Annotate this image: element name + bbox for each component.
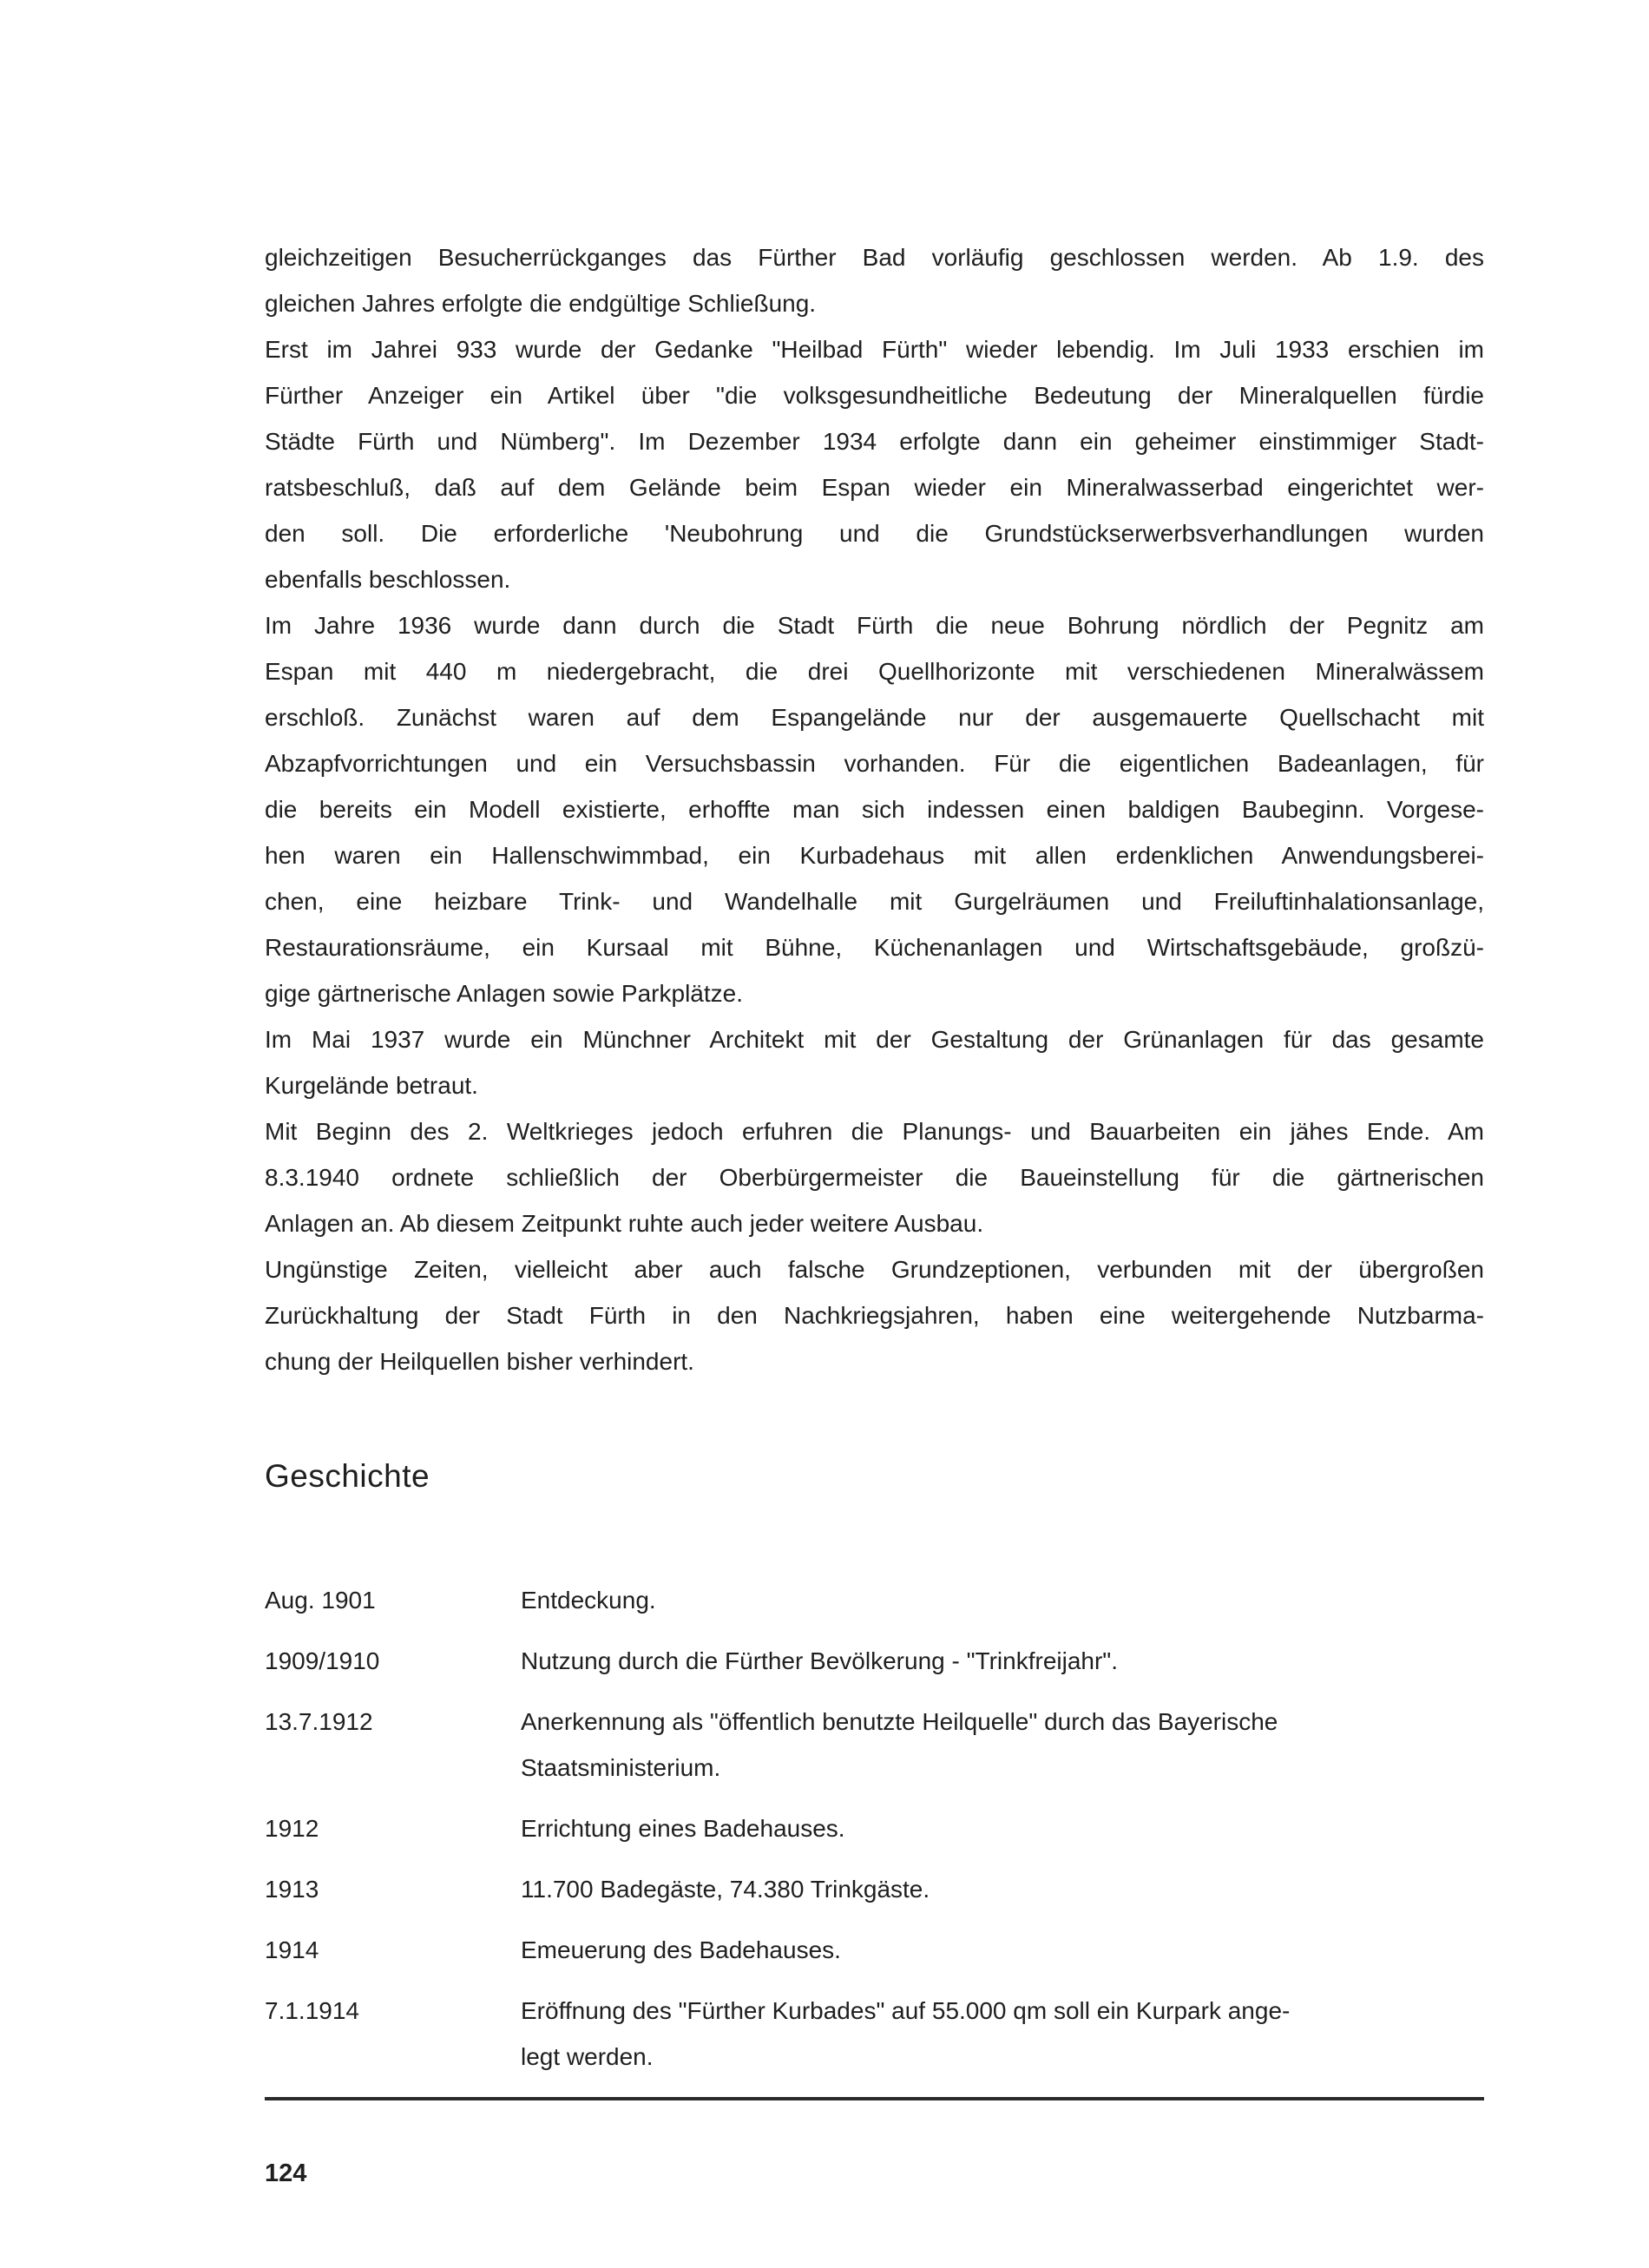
text-line: Im Jahre 1936 wurde dann durch die Stadt Fürth die neue Bohrung nördlich der Pegnitz am bbox=[265, 612, 1484, 639]
text-line: Restaurationsräume, ein Kursaal mit Bühne, Küchenanlagen und Wirtschaftsgebäude, großzü- bbox=[265, 934, 1484, 961]
paragraph bbox=[265, 326, 1484, 602]
timeline-row bbox=[265, 1988, 1484, 2080]
text-line: Errichtung eines Badehauses. bbox=[521, 1815, 845, 1842]
text-line: legt werden. bbox=[521, 2043, 654, 2070]
text-line: Eröffnung des "Fürther Kurbades" auf 55.000 qm soll ein Kurpark ange- bbox=[521, 1997, 1291, 2024]
text-line: erschloß. Zunächst waren auf dem Espangelände nur der ausgemauerte Quellschacht mit bbox=[265, 704, 1484, 731]
paragraph bbox=[265, 1108, 1484, 1246]
body-text bbox=[265, 234, 1484, 1384]
text-line: Zurückhaltung der Stadt Fürth in den Nachkriegsjahren, haben eine weitergehende Nutzbarma- bbox=[265, 1302, 1484, 1329]
text-line: ratsbeschluß, daß auf dem Gelände beim Espan wieder ein Mineralwasserbad eingerichtet wer- bbox=[265, 474, 1484, 501]
text-line: Erst im Jahrei 933 wurde der Gedanke "Heilbad Fürth" wieder lebendig. Im Juli 1933 erschien im bbox=[265, 336, 1484, 363]
text-line: Anlagen an. Ab diesem Zeitpunkt ruhte auch jeder weitere Ausbau. bbox=[265, 1210, 984, 1237]
timeline-date: 7.1.1914 bbox=[265, 1997, 359, 2024]
text-line: Espan mit 440 m niedergebracht, die drei Quellhorizonte mit verschiedenen Mineralwässem bbox=[265, 658, 1484, 685]
paragraph bbox=[265, 234, 1484, 326]
paragraph bbox=[265, 1016, 1484, 1108]
timeline-description bbox=[521, 1699, 1484, 1791]
text-line: Kurgelände betraut. bbox=[265, 1072, 478, 1099]
text-line: ebenfalls beschlossen. bbox=[265, 566, 511, 593]
text-line: gleichzeitigen Besucherrückganges das Fürther Bad vorläufig geschlossen werden. Ab 1.9. des bbox=[265, 244, 1484, 271]
timeline-description bbox=[521, 1927, 1484, 1973]
timeline-description bbox=[521, 1805, 1484, 1851]
timeline-date: 1912 bbox=[265, 1815, 319, 1842]
page-content bbox=[265, 234, 1484, 2188]
text-line: Staatsministerium. bbox=[521, 1754, 721, 1781]
timeline-row bbox=[265, 1577, 1484, 1623]
timeline-date: 1909/1910 bbox=[265, 1647, 380, 1674]
text-line: Städte Fürth und Nümberg". Im Dezember 1934 erfolgte dann ein geheimer einstimmiger Stadt- bbox=[265, 428, 1484, 455]
text-line: 11.700 Badegäste, 74.380 Trinkgäste. bbox=[521, 1876, 930, 1903]
text-line: Emeuerung des Badehauses. bbox=[521, 1936, 841, 1963]
text-line: chen, eine heizbare Trink- und Wandelhalle mit Gurgelräumen und Freiluftinhalationsanlage, bbox=[265, 888, 1484, 915]
timeline-description bbox=[521, 1988, 1484, 2080]
text-line: 8.3.1940 ordnete schließlich der Oberbürgermeister die Baueinstellung für die gärtnerischen bbox=[265, 1164, 1484, 1191]
footer-rule bbox=[265, 2097, 1484, 2100]
timeline-row bbox=[265, 1927, 1484, 1973]
text-line: die bereits ein Modell existierte, erhoffte man sich indessen einen baldigen Baubeginn. Vorgese- bbox=[265, 796, 1484, 823]
timeline-date: 1914 bbox=[265, 1936, 319, 1963]
text-line: den soll. Die erforderliche 'Neubohrung und die Grundstückserwerbsverhandlungen wurden bbox=[265, 520, 1484, 547]
timeline-description bbox=[521, 1577, 1484, 1623]
text-line: Abzapfvorrichtungen und ein Versuchsbassin vorhanden. Für die eigentlichen Badeanlagen, für bbox=[265, 750, 1484, 777]
text-line: Im Mai 1937 wurde ein Münchner Architekt mit der Gestaltung der Grünanlagen für das gesamte bbox=[265, 1026, 1484, 1053]
timeline-description bbox=[521, 1638, 1484, 1684]
text-line: Mit Beginn des 2. Weltkrieges jedoch erfuhren die Planungs- und Bauarbeiten ein jähes Ende. Am bbox=[265, 1118, 1484, 1145]
text-line: Nutzung durch die Fürther Bevölkerung - "Trinkfreijahr". bbox=[521, 1647, 1119, 1674]
text-line: Fürther Anzeiger ein Artikel über "die volksgesundheitliche Bedeutung der Mineralquellen fürdie bbox=[265, 382, 1484, 409]
paragraph bbox=[265, 1246, 1484, 1384]
timeline-row bbox=[265, 1699, 1484, 1791]
text-line: chung der Heilquellen bisher verhindert. bbox=[265, 1348, 694, 1375]
timeline-date: 13.7.1912 bbox=[265, 1708, 373, 1735]
section-heading: Geschichte bbox=[265, 1458, 430, 1494]
text-line: Entdeckung. bbox=[521, 1587, 656, 1614]
text-line: hen waren ein Hallenschwimmbad, ein Kurbadehaus mit allen erdenklichen Anwendungsberei- bbox=[265, 842, 1484, 869]
timeline-row bbox=[265, 1805, 1484, 1851]
timeline-row bbox=[265, 1866, 1484, 1912]
text-line: Ungünstige Zeiten, vielleicht aber auch falsche Grundzeptionen, verbunden mit der übergroßen bbox=[265, 1256, 1484, 1283]
timeline-date: Aug. 1901 bbox=[265, 1587, 376, 1614]
timeline-description bbox=[521, 1866, 1484, 1912]
timeline-row bbox=[265, 1638, 1484, 1684]
page-number: 124 bbox=[265, 2160, 307, 2187]
text-line: gleichen Jahres erfolgte die endgültige Schließung. bbox=[265, 290, 817, 317]
timeline-date: 1913 bbox=[265, 1876, 319, 1903]
text-line: Anerkennung als "öffentlich benutzte Heilquelle" durch das Bayerische bbox=[521, 1708, 1278, 1735]
paragraph bbox=[265, 602, 1484, 1016]
text-line: gige gärtnerische Anlagen sowie Parkplätze. bbox=[265, 980, 744, 1007]
timeline bbox=[265, 1577, 1484, 2080]
